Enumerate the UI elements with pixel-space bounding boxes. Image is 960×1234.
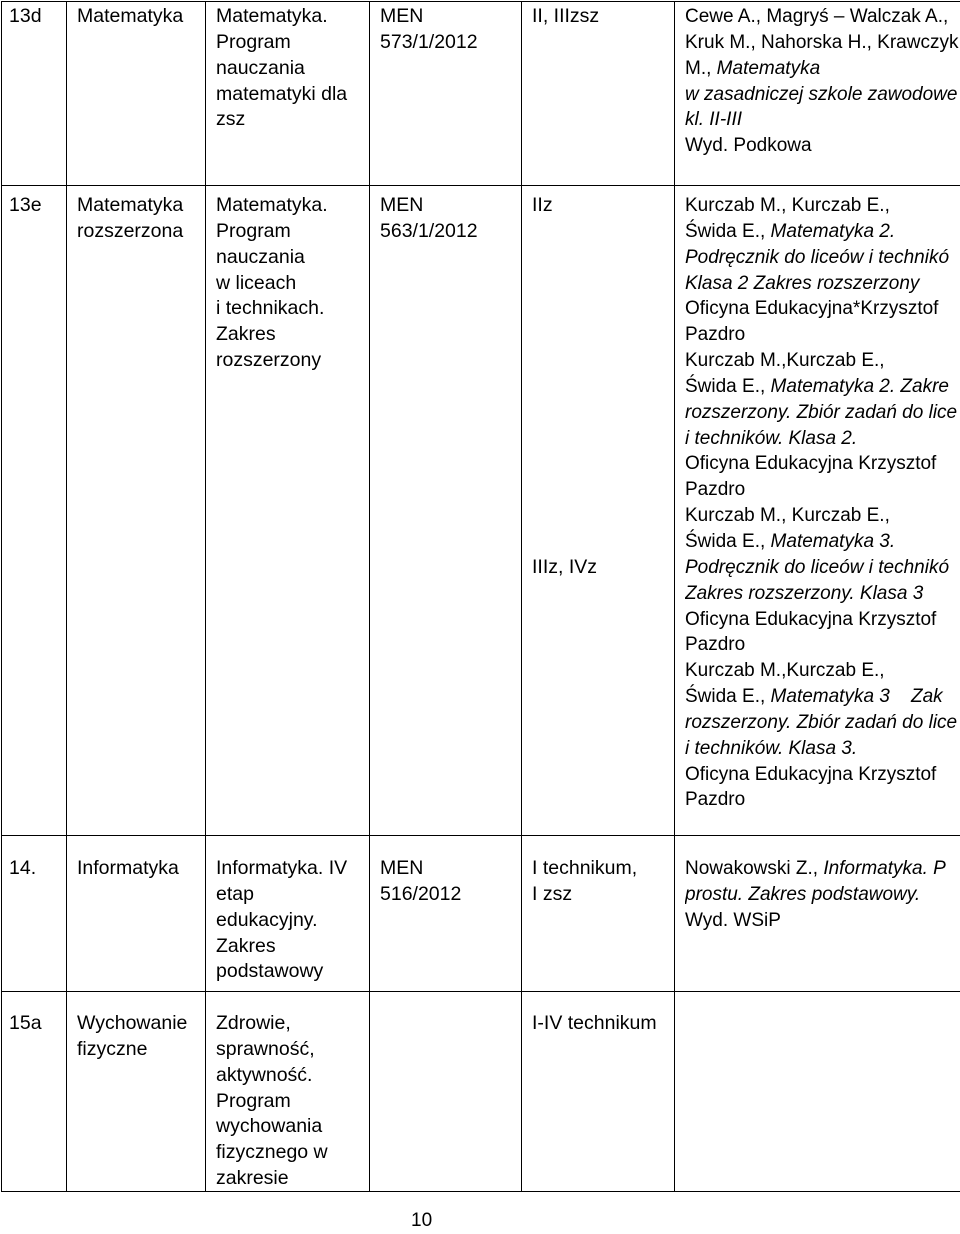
textbook-line <box>685 856 960 882</box>
textbook-text: i techników. Klasa 3. <box>685 737 858 759</box>
textbook-line <box>685 219 960 245</box>
textbook-line <box>685 787 960 813</box>
textbook-line <box>685 400 960 426</box>
textbook-line <box>685 193 960 219</box>
textbook-text: Kruk M., Nahorska H., Krawczyk <box>685 31 959 53</box>
classes-line: I zsz <box>532 882 573 905</box>
textbook-text: Pazdro <box>685 789 746 811</box>
row-number: 14. <box>9 857 37 879</box>
program-line: Program <box>216 30 291 53</box>
textbook-text: Matematyka 2. <box>770 220 896 242</box>
textbook-text: Podręcznik do liceów i technikó <box>685 556 950 578</box>
textbook-line <box>685 82 960 108</box>
textbook-text: Klasa 2 Zakres rozszerzony <box>685 272 920 294</box>
class-cell <box>522 2 675 186</box>
textbook-text: Matematyka 2. Zakre <box>770 375 949 397</box>
row-number: 13e <box>9 194 42 216</box>
approval-line: MEN <box>380 857 424 879</box>
subject-cell <box>67 2 206 186</box>
textbook-text: Świda E., <box>685 220 771 242</box>
textbook-line <box>685 477 960 503</box>
program-line: edukacyjny. <box>216 908 318 931</box>
program-line: Informatyka. IV <box>216 857 348 879</box>
textbook-line <box>685 529 960 555</box>
program-line: nauczania <box>216 56 305 79</box>
textbook-text: Kurczab M.,Kurczab E., <box>685 350 885 372</box>
subject-line: fizyczne <box>77 1037 148 1060</box>
classes-line: IIIz, IVz <box>532 555 598 578</box>
textbook-line <box>685 107 960 133</box>
textbook-table <box>1 1 960 1192</box>
classes-line: I technikum, <box>532 857 638 879</box>
textbook-cell <box>675 2 960 186</box>
textbook-line <box>685 133 960 159</box>
classes-line: II, IIIzsz <box>532 5 600 27</box>
program-line: Matematyka. <box>216 5 328 27</box>
textbook-line <box>685 426 960 452</box>
subject-cell <box>67 186 206 836</box>
approval-line: 573/1/2012 <box>380 30 478 53</box>
textbook-line <box>685 4 960 30</box>
subject-line: Wychowanie <box>77 1012 188 1034</box>
textbook-text: Matematyka 3 Zak <box>770 686 943 708</box>
class-cell <box>522 992 675 1192</box>
approval-number-cell <box>370 836 522 992</box>
textbook-line <box>685 736 960 762</box>
textbook-line <box>685 581 960 607</box>
program-line: wychowania <box>216 1115 323 1138</box>
textbook-text: Matematyka 3. <box>770 530 896 552</box>
textbook-text: rozszerzony. Zbiór zadań do lice <box>685 711 958 733</box>
textbook-line <box>685 56 960 82</box>
textbook-text: Świda E., <box>685 686 771 708</box>
subject-cell <box>67 992 206 1192</box>
textbook-text: Kurczab M.,Kurczab E., <box>685 660 885 682</box>
textbook-text: Pazdro <box>685 634 746 656</box>
textbook-text: Cewe A., Magryś – Walczak A., <box>685 6 949 27</box>
program-cell <box>206 992 370 1192</box>
textbook-line <box>685 658 960 684</box>
textbook-text: Podręcznik do liceów i technikó <box>685 246 950 268</box>
textbook-text: Pazdro <box>685 324 746 346</box>
textbook-line <box>685 632 960 658</box>
program-cell <box>206 2 370 186</box>
row-number-cell <box>2 186 67 836</box>
textbook-text: prostu. Zakres podstawowy. <box>685 883 921 905</box>
textbook-text: w zasadniczej szkole zawodowe <box>685 83 958 105</box>
program-line: Zdrowie, <box>216 1012 291 1034</box>
page-number: 10 <box>411 1210 433 1231</box>
textbook-line <box>685 348 960 374</box>
subject-line: rozszerzona <box>77 219 184 242</box>
program-line: Matematyka. <box>216 194 328 216</box>
class-cell <box>522 836 675 992</box>
row-number: 13d <box>9 5 42 27</box>
program-line: Zakres <box>216 934 276 957</box>
textbook-text: Wyd. Podkowa <box>685 135 812 157</box>
textbook-cell <box>675 186 960 836</box>
program-line: Zakres <box>216 323 276 346</box>
program-line: etap <box>216 882 254 905</box>
approval-line: MEN <box>380 5 424 27</box>
textbook-line <box>685 555 960 581</box>
textbook-text: Oficyna Edukacyjna Krzysztof <box>685 763 937 785</box>
program-line: Program <box>216 1089 291 1112</box>
textbook-text: Oficyna Edukacyjna Krzysztof <box>685 453 937 475</box>
textbook-cell <box>675 992 960 1192</box>
textbook-text: rozszerzony. Zbiór zadań do lice <box>685 401 958 423</box>
textbook-text: Kurczab M., Kurczab E., <box>685 505 890 527</box>
textbook-text: Pazdro <box>685 479 746 501</box>
textbook-text: M., <box>685 57 717 79</box>
program-line: rozszerzony <box>216 349 322 372</box>
textbook-text: i techników. Klasa 2. <box>685 427 858 449</box>
textbook-text: Świda E., <box>685 375 771 397</box>
textbook-line <box>685 451 960 477</box>
textbook-text: Nowakowski Z., <box>685 858 824 879</box>
program-line: nauczania <box>216 245 305 268</box>
textbook-text: Wyd. WSiP <box>685 909 781 931</box>
textbook-line <box>685 762 960 788</box>
textbook-line <box>685 271 960 297</box>
program-line: w liceach <box>216 271 297 294</box>
approval-line: 516/2012 <box>380 882 462 905</box>
textbook-line <box>685 374 960 400</box>
textbook-line <box>685 908 960 934</box>
textbook-line <box>685 882 960 908</box>
row-number-cell <box>2 2 67 186</box>
program-line: Program <box>216 219 291 242</box>
textbook-line <box>685 322 960 348</box>
row-number: 15a <box>9 1012 42 1034</box>
program-line: aktywność. <box>216 1063 313 1086</box>
row-number-cell <box>2 992 67 1192</box>
program-line: matematyki dla <box>216 82 348 105</box>
approval-number-cell <box>370 2 522 186</box>
program-cell <box>206 186 370 836</box>
program-line: i technikach. <box>216 297 325 320</box>
program-line: podstawowy <box>216 960 324 983</box>
textbook-line <box>685 710 960 736</box>
textbook-text: Zakres rozszerzony. Klasa 3 <box>685 582 924 604</box>
program-line: zakresie <box>216 1167 289 1190</box>
textbook-text: kl. II-III <box>685 109 742 131</box>
subject-line: Informatyka <box>77 857 179 879</box>
approval-number-cell <box>370 186 522 836</box>
program-line: fizycznego w <box>216 1141 328 1164</box>
textbook-line <box>685 30 960 56</box>
textbook-text: Świda E., <box>685 530 771 552</box>
textbook-text: Oficyna Edukacyjna*Krzysztof <box>685 298 939 320</box>
textbook-line <box>685 607 960 633</box>
classes-line: I-IV technikum <box>532 1012 657 1034</box>
approval-line: 563/1/2012 <box>380 219 478 242</box>
textbook-line <box>685 245 960 271</box>
approval-number-cell <box>370 992 522 1192</box>
textbook-text: Informatyka. P <box>823 858 946 879</box>
textbook-text: Oficyna Edukacyjna Krzysztof <box>685 608 937 630</box>
textbook-text: Matematyka <box>716 57 821 79</box>
row-number-cell <box>2 836 67 992</box>
textbook-line <box>685 503 960 529</box>
program-cell <box>206 836 370 992</box>
subject-cell <box>67 836 206 992</box>
subject-line: Matematyka <box>77 5 184 27</box>
subject-line: Matematyka <box>77 194 184 216</box>
textbook-text: Kurczab M., Kurczab E., <box>685 195 890 216</box>
class-cell <box>522 186 675 836</box>
textbook-line <box>685 296 960 322</box>
program-line: sprawność, <box>216 1037 315 1060</box>
textbook-line <box>685 684 960 710</box>
classes-line: IIz <box>532 194 553 216</box>
textbook-cell <box>675 836 960 992</box>
program-line: zsz <box>216 108 246 131</box>
approval-line: MEN <box>380 194 424 216</box>
